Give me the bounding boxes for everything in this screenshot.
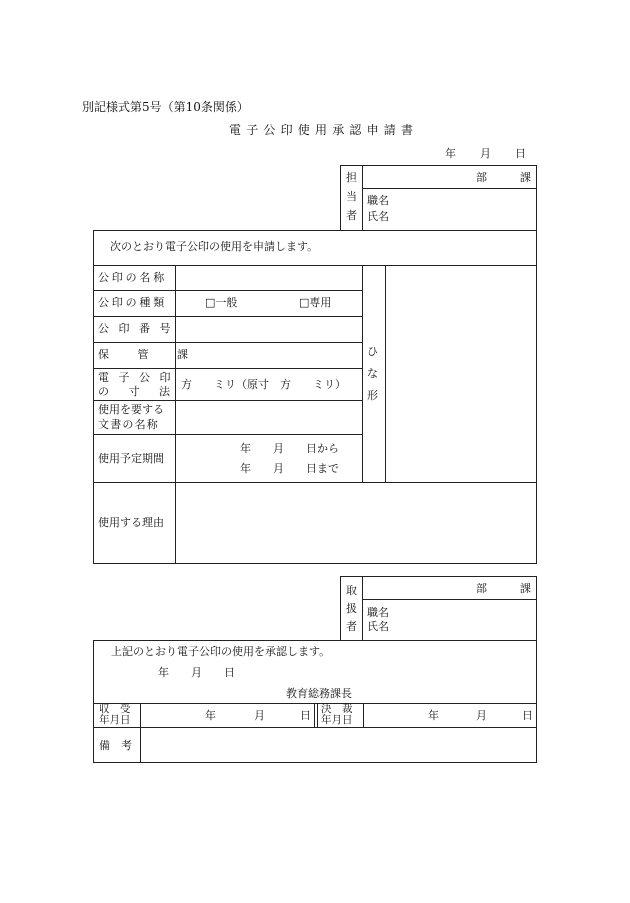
seal-type-label: 公印の種類 [98,296,167,309]
tanto-label-2: 当 [346,190,357,203]
rule [93,482,537,483]
decision-day: 日 [522,709,533,722]
rule [340,576,537,577]
date-day: 日 [515,147,526,160]
tanto-shokumei[interactable]: 職名 [367,194,389,207]
approver: 教育総務課長 [286,687,352,700]
rule [93,368,362,369]
remarks-label: 備 考 [99,739,132,752]
rule [175,265,176,564]
seal-size-label-1: 電 子 公 印 [98,371,174,384]
rule [363,703,364,727]
toriatsukai-ka: 課 [520,582,531,595]
tanto-label-3: 者 [346,209,357,222]
rule [536,230,537,564]
receipt-day: 日 [300,709,311,722]
decision-label-2: 年月日 [321,714,353,726]
rule [362,165,363,230]
seal-size-label-2: の 寸 法 [98,385,178,398]
receipt-month: 月 [254,709,265,722]
rule [93,230,537,231]
receipt-label-2: 年月日 [99,714,131,726]
rule [317,703,318,727]
rule [93,342,362,343]
toriatsukai-shimei[interactable]: 氏名 [367,620,389,633]
rule [536,640,537,763]
tanto-bu: 部 [476,171,487,184]
rule [536,165,537,230]
decision-year: 年 [428,709,439,722]
seal-type-general-checkbox[interactable]: □一般 [205,296,238,309]
toriatsukai-bu: 部 [476,582,487,595]
decision-label-1: 決 裁 [321,703,353,715]
toriatsukai-label-1: 取 [346,584,357,597]
hinagata-1: ひ [367,345,378,358]
hinagata-2: な [367,367,378,380]
rule [93,640,537,641]
rule [93,727,537,728]
receipt-label-1: 収 受 [99,703,131,715]
approval-statement: 上記のとおり電子公印の使用を承認します。 [111,645,331,658]
toriatsukai-shokumei[interactable]: 職名 [367,606,389,619]
document-name-label-2: 文書の名称 [98,418,159,431]
reason-label: 使用する理由 [98,516,164,529]
period-from[interactable]: 年 月 日から [240,442,339,455]
page-title: 電子公印使用承認申請書 [229,123,419,137]
rule [362,599,537,600]
request-statement: 次のとおり電子公印の使用を申請します。 [110,240,319,253]
decision-month: 月 [476,709,487,722]
seal-type-exclusive-checkbox[interactable]: □専用 [299,296,332,309]
form-code: 別記様式第5号（第10条関係） [82,100,249,114]
date-year: 年 [445,147,456,160]
seal-name-label: 公印の名称 [98,271,167,284]
period-label: 使用予定期間 [98,452,164,465]
rule [362,576,363,640]
rule [385,265,386,483]
rule [93,400,362,401]
period-to[interactable]: 年 月 日まで [240,462,339,475]
tanto-label-1: 担 [346,171,357,184]
rule [362,265,363,483]
tanto-shimei[interactable]: 氏名 [367,210,389,223]
rule [140,703,141,763]
rule [340,165,341,230]
seal-size-value[interactable]: 方 ミリ（原寸 方 ミリ） [181,378,346,391]
seal-number-label: 公 印 番 号 [98,322,174,335]
rule [93,290,362,291]
rule [93,640,94,763]
toriatsukai-label-2: 扱 [346,602,357,615]
rule [93,316,362,317]
rule [93,762,537,763]
receipt-year: 年 [205,709,216,722]
custody-dept-label: 保 管 課 [98,348,201,361]
rule [314,703,315,727]
rule [362,188,537,189]
toriatsukai-label-3: 者 [346,620,357,633]
approval-date[interactable]: 年 月 日 [158,666,235,679]
rule [93,230,94,564]
document-name-label-1: 使用を要する [98,403,164,416]
rule [93,434,362,435]
date-month: 月 [480,147,491,160]
tanto-ka: 課 [520,171,531,184]
rule [536,576,537,640]
rule [93,703,537,704]
rule [340,576,341,640]
rule [93,563,537,564]
rule [93,265,537,266]
rule [340,165,537,166]
hinagata-3: 形 [367,389,378,402]
